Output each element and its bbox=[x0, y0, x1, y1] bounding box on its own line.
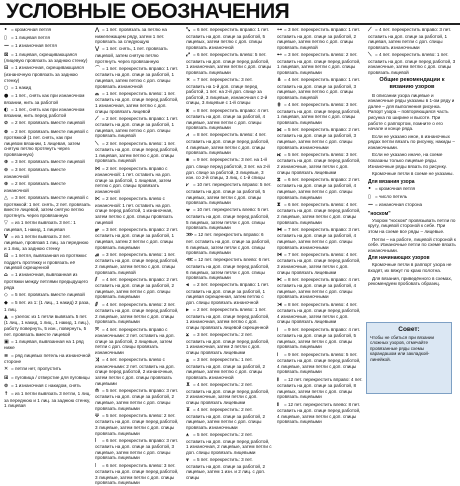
legend-text: = 5 пет. перекрестить: 3 пет. оставить на доп. спице за работой, 2 лицевые, затем 1 изн. и 2 лиц. с доп. спицы bbox=[186, 457, 266, 480]
stitch-symbol-icon: ⊛ bbox=[4, 181, 9, 188]
stitch-symbol-icon: ⨱ bbox=[186, 357, 189, 364]
legend-entry bbox=[4, 272, 91, 290]
stitch-symbol-icon: ⋉ bbox=[95, 196, 100, 203]
legend-text: = 4 пет. перекрестить вправо: 2 пет. оставить на доп. спице за работой, 2 лицевые, затем петли с доп. спицы провязать лицевыми bbox=[95, 276, 178, 300]
stitch-symbol-icon: ⧙ bbox=[277, 351, 279, 358]
legend-entry bbox=[4, 353, 91, 365]
stitch-symbol-icon: ⌓ bbox=[95, 90, 99, 97]
legend-entry bbox=[4, 159, 91, 166]
legend-entry bbox=[95, 463, 181, 486]
legend-entry bbox=[277, 252, 363, 275]
legend-entry bbox=[4, 339, 91, 351]
legend-text: = 4 пет. перекрестить: 2 пет. оставить на доп. спице за работой, 2 лицевые, затем петли с доп. спицы провязать изнаночными bbox=[186, 407, 266, 430]
sub-heading: Для начинающих узоров bbox=[368, 255, 430, 262]
legend-entry bbox=[95, 327, 181, 356]
legend-text: = 1 изнаночная петля bbox=[11, 43, 57, 49]
legend-entry bbox=[277, 302, 363, 325]
stitch-symbol-icon: ⟖ bbox=[277, 151, 281, 158]
legend-entry bbox=[186, 382, 272, 405]
legend-entry bbox=[186, 257, 272, 280]
legend-entry bbox=[4, 167, 91, 179]
legend-text: = 1 лицевая петля bbox=[11, 35, 50, 41]
legend-entry bbox=[277, 77, 363, 100]
legend-entry bbox=[4, 129, 91, 158]
stitch-symbol-icon: ⩚ bbox=[186, 432, 189, 439]
legend-entry bbox=[4, 27, 91, 34]
legend-entry bbox=[95, 277, 181, 300]
legend-entry bbox=[277, 327, 363, 350]
legend-entry bbox=[186, 182, 272, 205]
legend-entry bbox=[4, 314, 91, 337]
legend-text: = 3 пет. перекрестить влево: 2 пет. оставить на доп. спице перед работой, 1 лицевая, затем петли с доп. спицы провязать лицевыми bbox=[277, 51, 361, 75]
legend-entry bbox=[277, 352, 363, 375]
legend-column-4 bbox=[277, 27, 363, 425]
legend-text: = ряд лицевых петель на изнаночной стороне bbox=[4, 352, 91, 365]
legend-entry bbox=[95, 227, 181, 250]
legend-text: = 1 пет. снять, 1 пет. провязать лицевой, затем снятую петлю протянуть через провязанную bbox=[95, 46, 168, 64]
legend-text: = 1 петля, вывязанная из протяжки: поддеть протяжку и провязать её лицевой скрещенной bbox=[4, 253, 88, 271]
stitch-symbol-icon: ⫽ bbox=[95, 276, 98, 283]
stitch-symbol-icon: ⧘ bbox=[277, 326, 279, 333]
cable-symbol-icon: ⟍ bbox=[368, 51, 372, 58]
legend-text: = 4 пет. перекрестить влево: 2 пет. оставить на доп. спице перед работой, 2 лицевые, затем петли с доп. спицы провязать лицевыми bbox=[95, 301, 179, 325]
legend-entry bbox=[95, 196, 181, 225]
legend-entry: ▯ = число петель bbox=[368, 194, 408, 201]
legend-entry bbox=[186, 457, 272, 480]
stitch-symbol-icon: ⫻ bbox=[95, 301, 98, 308]
legend-entry: — = изнаночная сторона bbox=[368, 202, 423, 209]
stitch-symbol-icon: ⋈ bbox=[95, 165, 100, 172]
legend-text: = 4 пет. перекрестить: 2 пет. оставить на доп. спице перед работой, 2 изнаночные, затем петли с доп. спицы провязать лицевыми bbox=[186, 382, 270, 405]
legend-text: = 6 пет. перекрестить вправо: 1 пет. оставить на доп. спице за работой, 5 лицевых, затем петлю с доп. спицы провязать изнаночной bbox=[186, 27, 269, 50]
legend-entry bbox=[186, 157, 272, 180]
legend-entry bbox=[4, 220, 91, 232]
legend-entry bbox=[95, 141, 181, 164]
legend-entry bbox=[4, 85, 91, 92]
section-heading: Общие рекомендации к вязанию узоров bbox=[379, 77, 445, 90]
legend-text: = 5 пет. перекрестить влево: 3 пет. оставить на доп. спице перед работой, 2 изнаночные, затем петли с доп. спицы провязать лицевыми bbox=[277, 151, 361, 175]
cable-symbol-icon: ⟋ bbox=[368, 27, 372, 33]
legend-text: = 5 пет. перекрестить влево: 2 пет. оставить на доп. спице перед работой, 3 лицевые, затем петли с доп. спицы провязать лицевыми bbox=[95, 412, 179, 436]
legend-text: = 9 пет. перекрестить: 3 пет. на 1-й доп. спице перед работой, 3 пет. на 2-й доп. спице за работой, 3 лицевые, 3 изн. со 2-й спицы, 3 лиц. с 1-й спицы bbox=[186, 157, 270, 181]
legend-entry bbox=[95, 413, 181, 436]
legend-entry: ⟋ = 4 пет. перекрестить вправо: 3 пет. оставить на доп. спице за работой, 1 лицевая, затем петли с доп. спицы провязать изнаночными bbox=[368, 27, 451, 50]
legend-entry bbox=[95, 166, 181, 195]
legend-text: = 4 пет. перекрестить влево: 3 пет. оставить на доп. спице перед работой, 1 лицевая, затем петли с доп. спицы провязать лицевыми bbox=[277, 101, 361, 125]
count-icon: ▯ bbox=[368, 194, 371, 201]
stitch-symbol-icon: ⊞ bbox=[4, 374, 9, 381]
legend-entry bbox=[277, 127, 363, 150]
legend-text: = 8 пет. перекрестить влево: 4 пет. оставить на доп. спице перед работой, 4 изнаночные, затем петли с доп. спицы провязать лицевыми bbox=[277, 301, 361, 325]
legend-entry bbox=[4, 366, 91, 373]
stitch-symbol-icon: ◐ bbox=[4, 106, 9, 113]
stitch-symbol-icon: ↑ bbox=[4, 390, 9, 397]
legend-text: = 6 пет. перекрестить влево: 4 пет. оставить на доп. спице перед работой, 2 лицевые, затем петли с доп. спицы провязать лицевыми bbox=[277, 201, 361, 225]
legend-entry: ⟍ = 4 пет. перекрестить влево: 1 пет. оставить на доп. спице перед работой, 3 изнаночные, затем петлю с доп. спицы провязать лицевой bbox=[368, 51, 456, 75]
stitch-symbol-icon: ⤢ bbox=[186, 51, 191, 58]
legend-text: = 1 пет., снять как при изнаночном вязании, нить перед работой bbox=[4, 106, 85, 119]
paragraph: Петли – на работе, лицевой стороной к себе. Изнаночные петли по схеме вязать изнаночными. bbox=[368, 236, 456, 253]
legend-entry bbox=[186, 232, 272, 255]
legend-text: = из 1 петли вывязать 2 пет. лицевые, провязав 1 лиц. за переднюю и 1 лиц. за заднюю стенку bbox=[4, 233, 89, 251]
legend-text: = 7 пет. перекрестить: 3 пет. оставить на 1-й доп. спице перед работой, 1 пет. на 2-й доп. спице за работой, 3 лицевые, изнаночная с 2-й спицы, 3 лицевые с 1-й спицы bbox=[186, 76, 268, 106]
stitch-symbol-icon: ▽ bbox=[4, 219, 8, 226]
legend-entry bbox=[277, 27, 363, 50]
legend-text: = 7 пет. перекрестить влево: 4 пет. оставить на доп. спице перед работой, 3 изнаночные, затем петли с доп. спицы провязать лицевыми bbox=[277, 251, 361, 275]
legend-entry bbox=[4, 195, 91, 218]
legend-entry bbox=[4, 43, 91, 50]
stitch-symbol-icon: ◆ bbox=[4, 300, 8, 307]
legend-text: = 2 пет. перекрестить влево с изнаночной: 1 пет. оставить на доп. спице перед работой, 1 изнаночная, затем петлю с доп. спицы провязать лицевой bbox=[95, 196, 173, 225]
stitch-symbol-icon: ⋔ bbox=[277, 76, 282, 83]
legend-entry bbox=[186, 282, 272, 305]
page-title: УСЛОВНЫЕ ОБОЗНАЧЕНИЯ bbox=[6, 0, 290, 23]
legend-entry bbox=[277, 377, 363, 400]
legend-entry bbox=[95, 438, 181, 461]
stitch-symbol-icon: ⨳ bbox=[186, 157, 190, 164]
legend-text: = 3 пет. перекрестить: 1 пет. оставить на доп. спице за работой, 2 лицевые, затем петлю с доп. спицы провязать изнаночной bbox=[186, 357, 266, 380]
legend-text: = 1 лицевая, скрещивающаяся (лицевую провязать за заднюю стенку) bbox=[4, 51, 88, 64]
legend-entry bbox=[277, 202, 363, 225]
legend-text: = кромочная петля bbox=[11, 27, 51, 32]
legend-entry bbox=[277, 227, 363, 250]
stitch-symbol-icon: ⟰ bbox=[95, 387, 100, 394]
legend-entry bbox=[4, 391, 91, 409]
legend-text: = 8 пет. перекрестить влево: 4 пет. оставить на доп. спице перед работой, 4 лицевые, затем петли с доп. спицы провязать лицевыми bbox=[186, 132, 270, 156]
stitch-symbol-icon: ⫷ bbox=[186, 282, 189, 289]
legend-text: = 6 пет. перекрестить вправо: 2 пет. оставить на доп. спице за работой, 4 лицевые, затем петли с доп. спицы провязать лицевыми bbox=[277, 176, 360, 200]
stitch-symbol-icon: ⦚ bbox=[95, 437, 97, 444]
legend-entry bbox=[95, 357, 181, 386]
stitch-symbol-icon: ⧓ bbox=[277, 226, 282, 233]
legend-text: = 3 пет. перекрестить влево: 1 пет. оставить на доп. спице перед работой, 2 лицевые, затем петлю с доп. спицы провязать лицевой bbox=[95, 251, 179, 275]
legend-text: = 5 пет. из 1: (1 лиц., 1 накид) 2 раза, 1 лиц. bbox=[4, 300, 90, 312]
legend-text: = 4 пет. перекрестить влево с изнаночными: 2 пет. оставить на доп. спице перед работой, 2 изнаночные, затем петли с доп. спицы провязать лицевыми bbox=[95, 357, 175, 386]
legend-text: = 1 изнаночная, скрещивающаяся (изнаночную провязать за заднюю стенку) bbox=[4, 65, 84, 83]
legend-text: = пуговица / отверстие для пуговицы bbox=[11, 374, 90, 380]
selvage-icon: • bbox=[368, 185, 372, 192]
legend-text: = 10 пет. перекрестить влево: 5 пет. оставить на доп. спице перед работой, 5 лицевых, затем петли с доп. спицы провязать лицевыми bbox=[186, 207, 270, 231]
legend-text: = 10 пет. перекрестить вправо: 5 пет. оставить на доп. спице за работой, 5 лицевых, затем петли с доп. спицы провязать лицевыми bbox=[186, 182, 272, 206]
legend-text: = 9 пет. перекрестить влево: 5 пет. оставить на доп. спице перед работой, 4 лицевые, затем петли с доп. спицы провязать лицевыми bbox=[277, 351, 361, 375]
legend-entry bbox=[277, 152, 363, 175]
legend-text: = 5 пет. перекрестить вправо: 2 пет. оставить на доп. спице за работой, 3 лицевые, затем петли с доп. спицы провязать изнаночными bbox=[277, 126, 360, 150]
stitch-symbol-icon: ⌂ bbox=[4, 272, 8, 279]
legend-entry bbox=[4, 35, 91, 42]
legend-entry: • = кромочная петля bbox=[368, 185, 415, 192]
legend-entry bbox=[4, 52, 91, 64]
legend-entry bbox=[186, 307, 272, 330]
stitch-symbol-icon: ⊡ bbox=[4, 253, 9, 260]
legend-text: = из 1 петли вывязать 3 петли, 1 лиц. за переднюю и 1 лиц. за заднюю стенку, 1 лицевая bbox=[4, 390, 91, 409]
stitch-symbol-icon: ⊖ bbox=[4, 167, 9, 174]
legend-column-2 bbox=[95, 27, 181, 486]
legend-text: = 4 пет. перекрестить вправо: 1 пет. оставить на доп. спице за работой, 3 лицевые, затем петлю с доп. спицы провязать лицевой bbox=[277, 76, 360, 100]
advice-box bbox=[366, 322, 452, 394]
sub-heading: "носком" bbox=[368, 210, 391, 217]
legend-entry bbox=[95, 116, 181, 139]
stitch-symbol-icon: ⩙ bbox=[186, 107, 189, 114]
legend-entry bbox=[4, 292, 91, 299]
stitch-symbol-icon: ⧖ bbox=[277, 176, 281, 183]
legend-entry bbox=[186, 27, 272, 50]
stitch-symbol-icon: ⊷ bbox=[277, 51, 282, 58]
stitch-symbol-icon: V bbox=[4, 233, 8, 240]
stitch-symbol-icon: ⧒ bbox=[277, 251, 282, 258]
title-rule bbox=[0, 23, 460, 25]
legend-text: = 3 пет. провязать вместе изнаночной bbox=[4, 167, 66, 179]
advice-title: Совет: bbox=[398, 326, 420, 333]
legend-entry bbox=[186, 432, 272, 455]
stitch-symbol-icon: ⋕ bbox=[277, 101, 282, 108]
legend-entry bbox=[277, 177, 363, 200]
legend-entry bbox=[186, 77, 272, 106]
stitch-symbol-icon: ⊶ bbox=[277, 27, 282, 33]
legend-text: = 4 пет. перекрестить вправо с изнаночными: 2 пет. оставить на доп. спице за работой, 2 лицевые, затем петли с доп. спицы провязать изнаночными bbox=[95, 326, 175, 355]
legend-text: = 2 пет. провязать вместе лицевой bbox=[11, 120, 85, 126]
stitch-symbol-icon: ⋀ bbox=[95, 27, 100, 33]
legend-entry bbox=[277, 277, 363, 300]
legend-text: = 1 пет. перекрестить вправо: 1 пет. оставить на доп. спице за работой, 1 лицевая, затем петлю с доп. спицы провязать изнаночной bbox=[95, 65, 178, 89]
advice-text: Чтобы не сбиться при вязании сложных узоров, отмечайте провязанные ряды схемы карандашом или закладкой-линейкой. bbox=[370, 335, 435, 362]
legend-entry bbox=[277, 402, 363, 425]
legend-text: = 12 пет. перекрестить вправо: 6 пет. оставить на доп. спице за работой, 6 лицевых, затем петли с доп. спицы провязать лицевыми bbox=[186, 232, 271, 256]
stitch-symbol-icon: ⩘ bbox=[186, 132, 189, 139]
legend-entry bbox=[186, 207, 272, 230]
stitch-symbol-icon: ⊕ bbox=[4, 159, 9, 166]
legend-entry bbox=[186, 132, 272, 155]
legend-entry bbox=[186, 357, 272, 380]
legend-entry bbox=[4, 234, 91, 252]
legend-text: = 5 пет. перекрестить вправо: 3 пет. оставить на доп. спице за работой, 2 лицевые, затем петли с доп. спицы провязать лицевыми bbox=[95, 387, 178, 411]
legend-entry bbox=[95, 27, 181, 45]
stitch-symbol-icon: ⊠ bbox=[4, 51, 9, 58]
legend-entry bbox=[4, 253, 91, 271]
stitch-symbol-icon: ⫸ bbox=[186, 307, 189, 314]
stitch-symbol-icon: ≡ bbox=[4, 352, 9, 359]
stitch-symbol-icon: ⩗ bbox=[186, 182, 189, 189]
legend-text: = из 1 петли вывязать 3 пет.: 1 лицевая, 1 накид, 1 лицевая bbox=[4, 219, 76, 232]
legend-text: = 12 пет. перекрестить влево: 6 пет. оставить на доп. спице перед работой, 6 лицевых, затем петли с доп. спицы провязать лицевыми bbox=[186, 257, 271, 281]
stitch-symbol-icon: ⟍ bbox=[95, 140, 99, 147]
legend-entry bbox=[4, 107, 91, 119]
stitch-symbol-icon: ⊟ bbox=[4, 65, 9, 72]
stitch-symbol-icon: ◇ bbox=[4, 291, 8, 298]
paragraph: В описании узора лицевые и изнаночные ряды указаны в 1-ом ряду и далее – для выполнения рисунка. Рапорт узора – повторяющаяся часть рисунка по ширине и высоте. При работе с раппортом, помните о его начале и конце ряда. bbox=[368, 92, 455, 132]
legend-text: = 5 пет. перекрестить: 2 пет. оставить на доп. спице перед работой, 1 изнаночная, 2 лицевые, затем петли с доп. спицы провязать лицевыми bbox=[186, 432, 272, 455]
legend-entry bbox=[95, 252, 181, 275]
paragraph: Узором "носком" провязывать петли по кругу, лицевой стороной к себе. При этом на схеме все ряды – лицевые. bbox=[368, 217, 456, 234]
legend-entry bbox=[95, 66, 181, 89]
legend-text: = 1 изнаночная, вывязанная из протяжки между петлями предыдущего ряда bbox=[4, 272, 88, 290]
stitch-symbol-icon: ⨲ bbox=[186, 332, 189, 339]
legend-text: = петли нет, пропустить bbox=[11, 366, 62, 372]
paragraph: Если не указано иначе, на схеме показаны только лицевые ряды. Изнаночные ряды вязать по рисунку. bbox=[368, 152, 447, 169]
stitch-symbol-icon: ⋘ bbox=[186, 257, 194, 264]
legend-entry bbox=[186, 407, 272, 430]
legend-column-3 bbox=[186, 27, 272, 480]
stitch-symbol-icon: ▣ bbox=[4, 338, 9, 345]
legend-text: = 3 пет. перекрестить вправо: 2 пет. оставить на доп. спице за работой, 1 лицевая, затем 2 петли с доп. спицы провязать лицевыми bbox=[95, 226, 178, 250]
legend-text: = 2 пет. перекрестить вправо с изнаночной: 1 пет. оставить на доп. спице за работой, 1 лицевая, затем петлю с доп. спицы провязать изнаночной bbox=[95, 165, 172, 194]
stitch-symbol-icon: ⧔ bbox=[277, 276, 282, 283]
legend-text: = 1 пет. перекрестить влево: 1 пет. оставить на доп. спице перед работой, 1 изнаночная, затем петлю с доп. спицы провязать лицевой bbox=[95, 90, 179, 114]
stitch-symbol-icon: ⤨ bbox=[95, 357, 100, 364]
paragraph: Если не указано иное, в изнаночных рядах петли вязать по рисунку, накиды – изнаночными. bbox=[368, 133, 455, 150]
legend-entry bbox=[186, 52, 272, 75]
sub-heading: Для вязания узора bbox=[368, 178, 415, 185]
stitch-symbol-icon: ⊚ bbox=[4, 382, 9, 389]
legend-entry bbox=[4, 65, 91, 83]
legend-column-1 bbox=[4, 27, 91, 409]
stitch-symbol-icon: ⋁ bbox=[95, 46, 100, 53]
legend-text: = 6 пет. перекрестить вправо: 3 пет. оставить на доп. спице за работой, 3 лицевые, затем петли с доп. спицы провязать лицевыми bbox=[95, 437, 178, 461]
stitch-symbol-icon: ⋙ bbox=[186, 232, 194, 239]
legend-entry bbox=[4, 181, 91, 193]
legend-text: = 3 пет. провязать вместе лицевой bbox=[11, 159, 85, 165]
stitch-symbol-icon: • bbox=[4, 27, 8, 33]
stitch-symbol-icon: ⊗ bbox=[4, 128, 9, 135]
legend-text: = 12 пет. перекрестить вправо: 4 пет. оставить на доп. спице за работой, 8 лицевых, затем петли с доп. спицы провязать лицевыми bbox=[277, 376, 363, 400]
stitch-symbol-icon: ⧕ bbox=[277, 301, 282, 308]
stitch-symbol-icon: ⊻ bbox=[186, 382, 191, 389]
legend-text: = 3 пет. провязать вместе лицевой с протяжкой: 1 пет. снять, 2 пет. провязать вместе лицевой, затем снятую петлю протянуть через провязанную bbox=[4, 194, 91, 218]
stitch-symbol-icon: ⩖ bbox=[186, 207, 190, 214]
legend-text: = 5 пет. провязать вместе лицевой bbox=[11, 291, 85, 297]
legend-text: = 9 пет. перекрестить вправо: 4 пет. оставить на доп. спице за работой, 5 лицевых, затем петли с доп. спицы провязать лицевыми bbox=[277, 326, 360, 350]
legend-entry bbox=[4, 375, 91, 382]
legend-text: = 6 пет. перекрестить влево: 5 пет. оставить на доп. спице перед работой, 1 изнаночная, затем петли с доп. спицы провязать лицевыми bbox=[186, 51, 272, 75]
legend-text: = 1 изнаночная с накидом, снять bbox=[11, 382, 81, 388]
legend-text: = 2 пет. перекрестить влево: 1 пет. оставить на доп. спице перед работой, 1 лицевая, затем петлю с доп. спицы провязать лицевой bbox=[95, 140, 179, 164]
stitch-symbol-icon: ⧗ bbox=[277, 201, 281, 208]
legend-entry bbox=[95, 302, 181, 325]
stitch-symbol-icon: ⌒ bbox=[95, 65, 101, 72]
legend-text: = 2 пет. провязать вместе лицевой с протяжкой (1 пет. снять, как при лицевом вязании, 1 лицевая, затем снятую петлю протянуть через провязанную) bbox=[4, 128, 89, 158]
stitch-symbol-icon: ● bbox=[4, 92, 9, 99]
legend-entry bbox=[95, 46, 181, 64]
stitch-symbol-icon: ⟋ bbox=[95, 115, 99, 122]
stitch-symbol-icon: ⧛ bbox=[277, 401, 279, 408]
legend-entry bbox=[4, 93, 91, 105]
legend-entry bbox=[4, 300, 91, 312]
legend-text: = 8 пет. перекрестить вправо: 4 пет. оставить на доп. спице за работой, 4 лицевые, затем петли с доп. спицы провязать лицевыми bbox=[186, 107, 269, 131]
paragraph: Кромочные петли в схеме не указаны. bbox=[372, 171, 454, 177]
stitch-symbol-icon: ▯ bbox=[4, 35, 7, 42]
stitch-symbol-icon: ⨯ bbox=[186, 76, 191, 83]
stitch-symbol-icon: ⥄ bbox=[95, 251, 100, 258]
legend-text: = 2 пет. перекрестить вправо: 1 пет. оставить на доп. спице за работой, 1 лицевая скрещенная, затем петлю с доп. спицы провязать изнаночной bbox=[186, 282, 269, 306]
legend-text: = 2 пет. перекрестить вправо: 1 пет. оставить на доп. спице за работой, 1 лицевая, затем петлю с доп. спицы провязать лицевой bbox=[95, 115, 178, 139]
stitch-symbol-icon: ⧚ bbox=[277, 376, 279, 383]
stitch-symbol-icon: ⤡ bbox=[186, 27, 191, 33]
stitch-symbol-icon: ⊼ bbox=[186, 407, 191, 414]
stitch-symbol-icon: ▲ bbox=[4, 313, 8, 320]
legend-text: = 2 пет. провязать вместе изнаночной bbox=[4, 181, 66, 193]
legend-text: = 8 пет. перекрестить вправо: 4 пет. оставить на доп. спице за работой, 4 лицевые, затем петли с доп. спицы провязать изнаночными bbox=[277, 276, 360, 300]
stitch-symbol-icon: ⤧ bbox=[95, 326, 100, 333]
legend-entry bbox=[4, 120, 91, 127]
legend-text: = 7 пет. перекрестить вправо: 3 пет. оставить на доп. спице за работой, 4 лицевые, затем петли с доп. спицы провязать изнаночными bbox=[277, 226, 360, 250]
legend-text: = 12 пет. перекрестить влево: 8 пет. оставить на доп. спице перед работой, 4 лицевые, затем петли с доп. спицы провязать лицевыми bbox=[277, 401, 361, 425]
legend-text: = 1 пет. провязать за петлю на нижележащем ряду, затем 1 пет. провязать за следующую bbox=[95, 27, 167, 45]
legend-text: = 1 лицевая, вывязанная на 1 ряд ниже bbox=[4, 338, 84, 351]
legend-entry bbox=[95, 91, 181, 114]
stitch-symbol-icon: ⊘ bbox=[4, 120, 9, 127]
paragraph: Кромочные петли в раппорт узора не входят, их вяжут по краю полотна. bbox=[368, 262, 452, 273]
legend-text: = узелок: из 1 петли вывязать 5 пет. (1 лиц., 1 накид, 1 лиц., 1 накид, 1 лиц.), работу повернуть, 5 изн., повернуть, 5 пет. провязать вместе лицевой bbox=[4, 313, 90, 337]
legend-entry bbox=[277, 52, 363, 75]
paragraph: Для вязания, приведённого в схемах, рекомендуем пробовать образец. bbox=[368, 275, 453, 287]
legend-entry bbox=[277, 102, 363, 125]
legend-text: = 6 пет. перекрестить влево: 3 пет. оставить на доп. спице перед работой, 3 лицевые, затем петли с доп. спицы провязать лицевыми bbox=[95, 462, 179, 486]
legend-text: = 2 пет. перекрестить влево: 1 пет. оставить на доп. спице перед работой, 1 изнаночная, затем петлю с доп. спицы провязать лицевой скрещенной bbox=[186, 307, 270, 331]
legend-entry bbox=[186, 332, 272, 355]
stitch-symbol-icon: ✕ bbox=[4, 366, 9, 373]
legend-entry bbox=[95, 388, 181, 411]
legend-text: = 1 пет., снять как при изнаночном вязании, нить за работой bbox=[4, 92, 85, 105]
legend-entry bbox=[4, 383, 91, 390]
legend-text: = 3 пет. перекрестить: 2 пет. оставить на доп. спице перед работой, 1 изнаночная, затем 2 петли с доп. спицы провязать лицевыми bbox=[186, 332, 270, 355]
stitch-symbol-icon: △ bbox=[4, 194, 8, 201]
stitch-symbol-icon: — bbox=[4, 43, 9, 50]
legend-text: = 1 накид bbox=[11, 84, 32, 90]
page-header bbox=[0, 0, 460, 24]
stitch-symbol-icon: ⦙ bbox=[95, 462, 97, 469]
stitch-symbol-icon: ⥂ bbox=[95, 226, 100, 233]
stitch-symbol-icon: ⩛ bbox=[186, 457, 189, 464]
stitch-symbol-icon: ○ bbox=[4, 84, 9, 91]
stitch-symbol-icon: ⟱ bbox=[95, 412, 100, 419]
wrong-side-icon: — bbox=[368, 202, 373, 209]
stitch-symbol-icon: ⟗ bbox=[277, 126, 282, 133]
legend-entry bbox=[186, 108, 272, 131]
legend-text: = 3 пет. перекрестить вправо: 1 пет. оставить на доп. спице за работой, 2 лицевые, затем петлю с доп. спицы провязать лицевой bbox=[277, 27, 360, 50]
